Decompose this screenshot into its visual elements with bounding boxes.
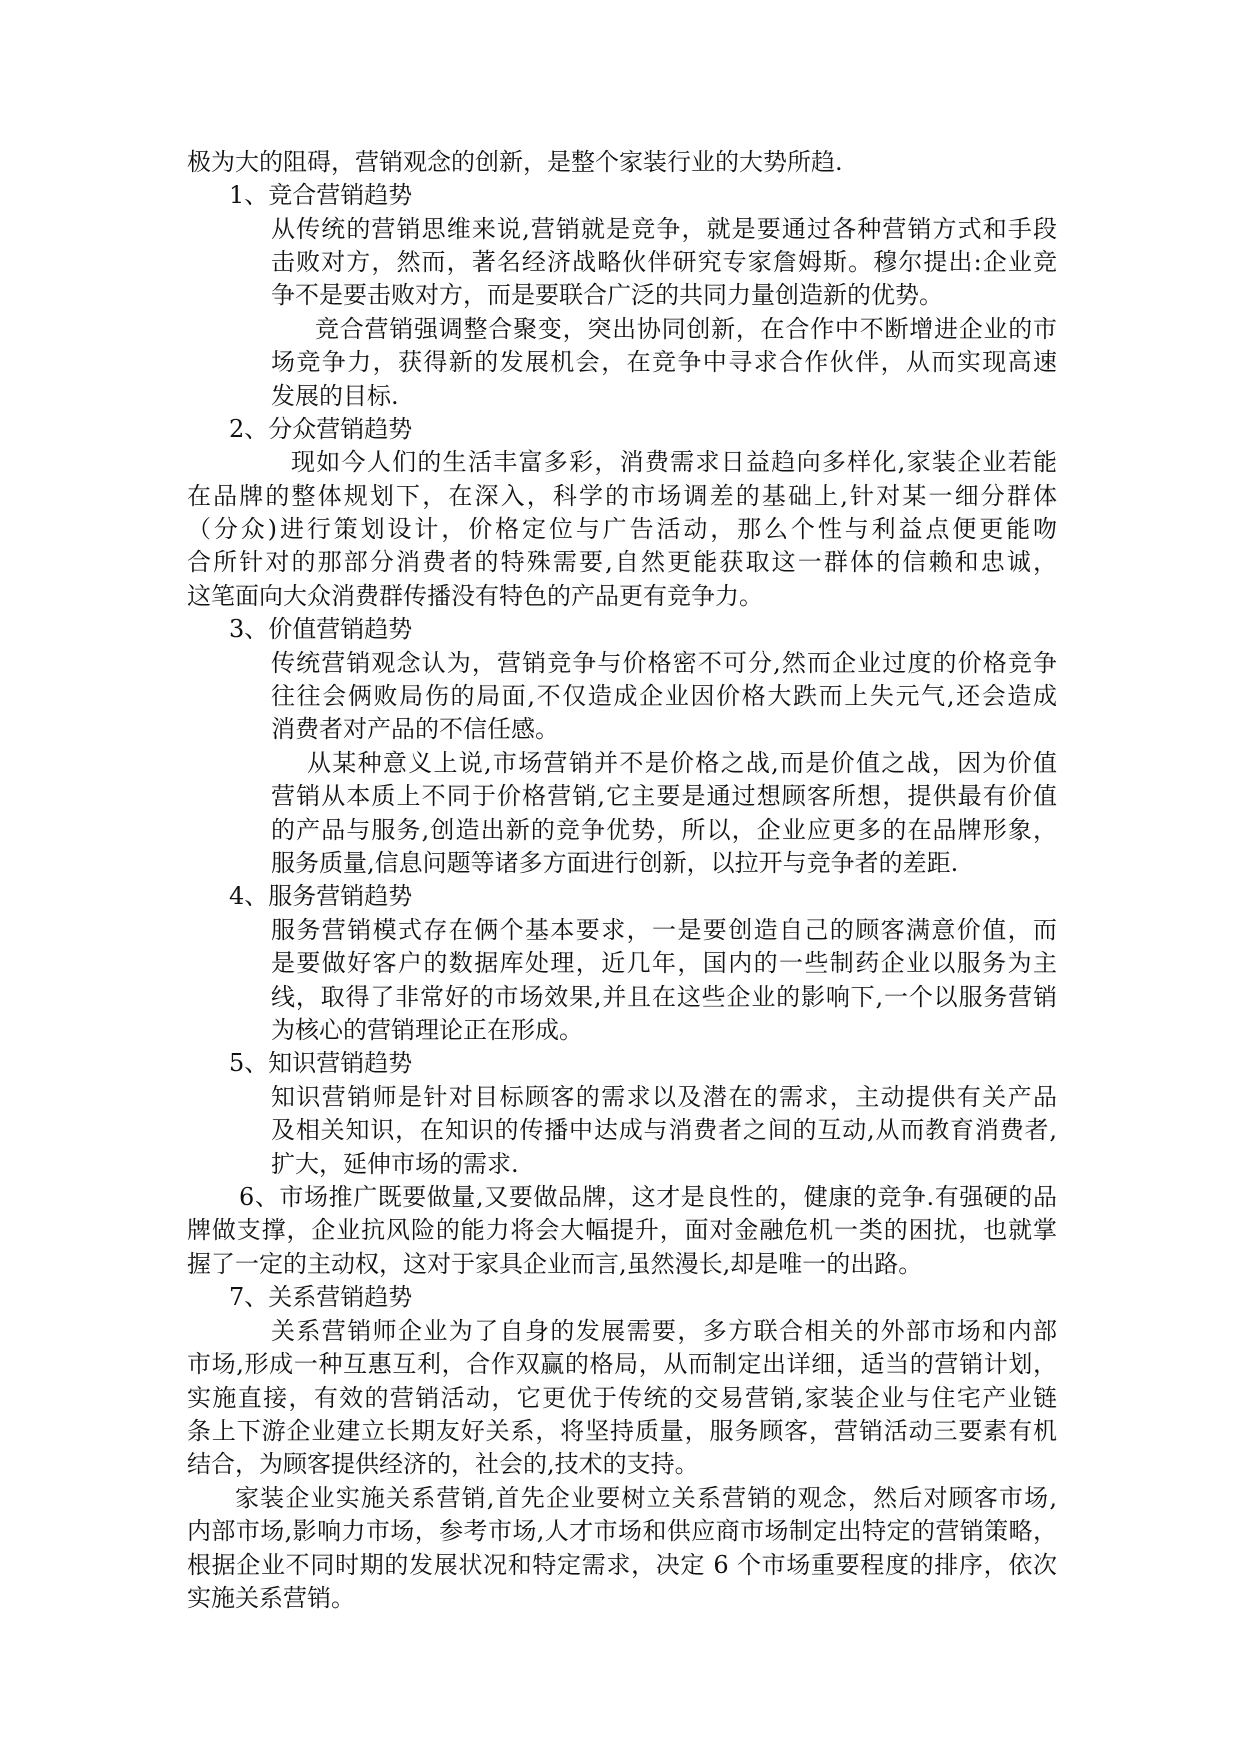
paragraph-line: 营销从本质上不同于价格营销,它主要是通过想顾客所想，提供最有价值 [271,782,1057,810]
paragraph-line: 6、市场推广既要做量,又要做品牌，这才是良性的，健康的竞争.有强硬的品 [239,1183,1057,1211]
paragraph-line: 服务质量,信息问题等诸多方面进行创新，以拉开与竞争者的差距. [271,849,959,877]
paragraph-line: 传统营销观念认为，营销竞争与价格密不可分,然而企业过度的价格竞争 [271,649,1057,677]
paragraph-line: 实施直接，有效的营销活动，它更优于传统的交易营销,家装企业与住宅产业链 [187,1384,1057,1412]
paragraph-line: 线，取得了非常好的市场效果,并且在这些企业的影响下,一个以服务营销 [271,983,1057,1011]
paragraph-line: 现如今人们的生活丰富多彩，消费需求日益趋向多样化,家装企业若能 [291,448,1057,476]
paragraph-line: 极为大的阻碍，营销观念的创新，是整个家装行业的大势所趋. [187,148,843,176]
paragraph-line: 市场,形成一种互惠互利，合作双赢的格局，从而制定出详细，适当的营销计划， [187,1350,1057,1378]
paragraph-line: 关系营销师企业为了自身的发展需要，多方联合相关的外部市场和内部 [271,1317,1057,1345]
section-heading: 2、分众营销趋势 [229,415,413,443]
paragraph-line: 在品牌的整体规划下，在深入，科学的市场调差的基础上,针对某一细分群体 [187,482,1057,510]
paragraph-line: 知识营销师是针对目标顾客的需求以及潜在的需求，主动提供有关产品 [271,1083,1057,1111]
paragraph-line: 从某种意义上说,市场营销并不是价格之战,而是价值之战，因为价值 [307,749,1057,777]
paragraph-line: 实施关系营销。 [187,1584,355,1612]
paragraph-line: 是要做好客户的数据库处理，近几年，国内的一些制药企业以服务为主 [271,949,1057,977]
section-heading: 7、关系营销趋势 [229,1283,413,1311]
paragraph-line: 及相关知识，在知识的传播中达成与消费者之间的互动,从而教育消费者, [271,1116,1057,1144]
section-heading: 1、竞合营销趋势 [229,181,413,209]
paragraph-line: 发展的目标. [271,382,399,410]
paragraph-line: 结合，为顾客提供经济的，社会的,技术的支持。 [187,1450,699,1478]
paragraph-line: 服务营销模式存在俩个基本要求，一是要创造自己的顾客满意价值，而 [271,916,1057,944]
paragraph-line: 扩大，延伸市场的需求. [271,1150,519,1178]
paragraph-line: 为核心的营销理论正在形成。 [271,1016,583,1044]
paragraph-line: 场竞争力，获得新的发展机会，在竞争中寻求合作伙伴，从而实现高速 [271,348,1057,376]
paragraph-line: 的产品与服务,创造出新的竞争优势，所以，企业应更多的在品牌形象， [271,816,1057,844]
paragraph-line: （分众)进行策划设计，价格定位与广告活动，那么个性与利益点便更能吻 [187,515,1057,543]
section-heading: 5、知识营销趋势 [229,1049,413,1077]
paragraph-line: 内部市场,影响力市场，参考市场,人才市场和供应商市场制定出特定的营销策略， [187,1517,1057,1545]
section-heading: 4、服务营销趋势 [229,882,413,910]
paragraph-line: 家装企业实施关系营销,首先企业要树立关系营销的观念，然后对顾客市场, [235,1484,1057,1512]
paragraph-line: 这笔面向大众消费群传播没有特色的产品更有竞争力。 [187,582,763,610]
paragraph-line: 根据企业不同时期的发展状况和特定需求，决定 6 个市场重要程度的排序，依次 [187,1551,1057,1579]
paragraph-line: 握了一定的主动权，这对于家具企业而言,虽然漫长,却是唯一的出路。 [187,1250,923,1278]
paragraph-line: 击败对方，然而，著名经济战略伙伴研究专家詹姆斯。穆尔提出:企业竞 [271,248,1057,276]
paragraph-line: 合所针对的那部分消费者的特殊需要,自然更能获取这一群体的信赖和忠诚， [187,548,1057,576]
paragraph-line: 争不是要击败对方，而是要联合广泛的共同力量创造新的优势。 [271,281,943,309]
paragraph-line: 从传统的营销思维来说,营销就是竞争，就是要通过各种营销方式和手段 [271,215,1057,243]
paragraph-line: 条上下游企业建立长期友好关系，将坚持质量，服务顾客，营销活动三要素有机 [187,1417,1057,1445]
section-heading: 3、价值营销趋势 [229,615,413,643]
paragraph-line: 消费者对产品的不信任感。 [271,715,559,743]
paragraph-line: 往往会俩败局伤的局面,不仅造成企业因价格大跌而上失元气,还会造成 [271,682,1057,710]
paragraph-line: 竞合营销强调整合聚变，突出协同创新，在合作中不断增进企业的市 [315,315,1057,343]
paragraph-line: 牌做支撑，企业抗风险的能力将会大幅提升，面对金融危机一类的困扰，也就掌 [187,1216,1057,1244]
